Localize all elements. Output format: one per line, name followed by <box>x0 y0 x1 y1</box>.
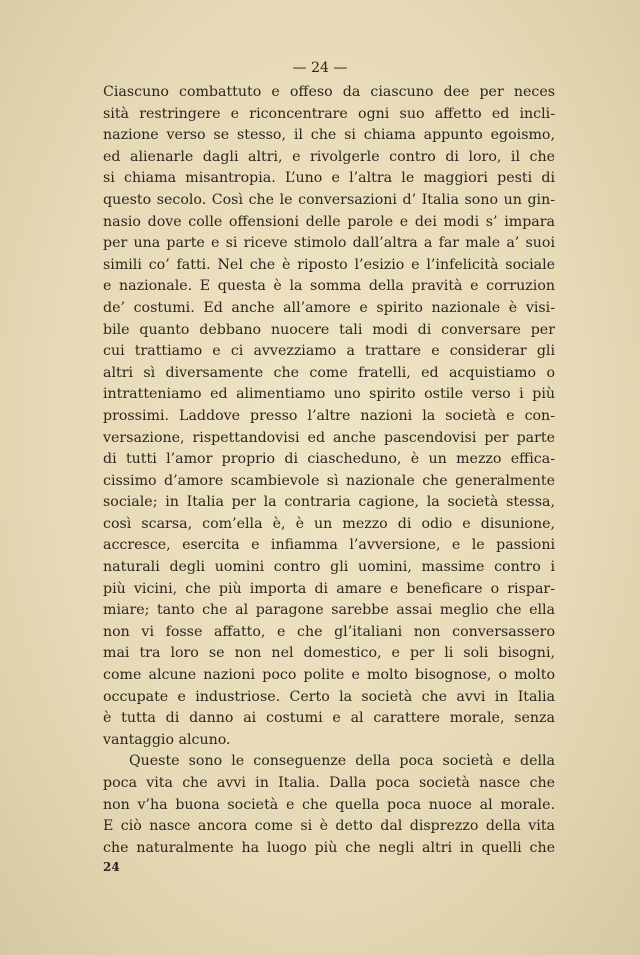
text-line: occupate e industriose. Certo la società che avvi in Italia <box>103 688 555 705</box>
text-line: come alcune nazioni poco polite e molto bisognose, o molto <box>103 667 555 684</box>
text-line: questo secolo. Così che le conversazioni d’ Italia sono un gin- <box>103 191 555 208</box>
text-line: accresce, esercita e infiamma l’avversione, e le passioni <box>103 537 555 554</box>
text-line: di tutti l’amor proprio di ciascheduno, è un mezzo effica- <box>103 451 555 468</box>
text-line: nazione verso se stesso, il che si chiama appunto egoismo, <box>103 127 555 144</box>
text-line: ed alienarle dagli altri, e rivolgerle contro di loro, il che <box>103 148 555 165</box>
text-line: per una parte e si riceve stimolo dall’altra a far male a’ suoi <box>103 235 555 252</box>
text-line: E ciò nasce ancora come si è detto dal disprezzo della vita <box>103 818 555 835</box>
text-line: così scarsa, com’ella è, è un mezzo di odio e disunione, <box>103 515 555 532</box>
page-number: 24 <box>103 860 120 874</box>
text-line: più vicini, che più importa di amare e beneficare o rispar- <box>103 580 555 597</box>
text-line: naturali degli uomini contro gli uomini, massime contro i <box>103 559 555 576</box>
page-header: — 24 — <box>292 60 348 76</box>
text-line: Queste sono le conseguenze della poca società e della <box>129 753 555 770</box>
text-line: altri sì diversamente che come fratelli, ed acquistiamo o <box>103 364 555 381</box>
text-line: e nazionale. E questa è la somma della pravità e corruzion <box>103 278 555 295</box>
text-line: cissimo d’amore scambievole sì nazionale che generalmente <box>103 472 555 489</box>
body-text <box>103 82 555 859</box>
text-line: sità restringere e riconcentrare ogni suo affetto ed incli- <box>103 105 555 122</box>
text-line: sociale; in Italia per la contraria cagione, la società stessa, <box>103 494 555 511</box>
text-line: simili co’ fatti. Nel che è riposto l’esizio e l’infelicità sociale <box>103 256 555 273</box>
text-line: che naturalmente ha luogo più che negli altri in quelli che <box>103 839 555 856</box>
text-line: non vi fosse affatto, e che gl’italiani non conversassero <box>103 623 555 640</box>
text-line: prossimi. Laddove presso l’altre nazioni la società e con- <box>103 407 555 424</box>
text-line: miare; tanto che al paragone sarebbe assai meglio che ella <box>103 602 555 619</box>
text-line: è tutta di danno ai costumi e al carattere morale, senza <box>103 710 555 727</box>
text-line: vantaggio alcuno. <box>103 731 231 748</box>
text-line: si chiama misantropia. L’uno e l’altra le maggiori pesti di <box>103 170 555 187</box>
text-line: nasio dove colle offensioni delle parole e dei modi s’ impara <box>103 213 555 230</box>
text-line: de’ costumi. Ed anche all’amore e spirito nazionale è visi- <box>103 299 555 316</box>
text-line: intratteniamo ed alimentiamo uno spirito ostile verso i più <box>103 386 555 403</box>
text-line: mai tra loro se non nel domestico, e per li soli bisogni, <box>103 645 555 662</box>
text-line: cui trattiamo e ci avvezziamo a trattare e considerar gli <box>103 343 555 360</box>
text-line: versazione, rispettandovisi ed anche pascendovisi per parte <box>103 429 555 446</box>
text-line: non v’ha buona società e che quella poca nuoce al morale. <box>103 796 555 813</box>
text-line: bile quanto debbano nuocere tali modi di conversare per <box>103 321 555 338</box>
text-line: Ciascuno combattuto e offeso da ciascuno dee per neces <box>103 84 555 100</box>
text-line: poca vita che avvi in Italia. Dalla poca società nasce che <box>103 775 555 791</box>
